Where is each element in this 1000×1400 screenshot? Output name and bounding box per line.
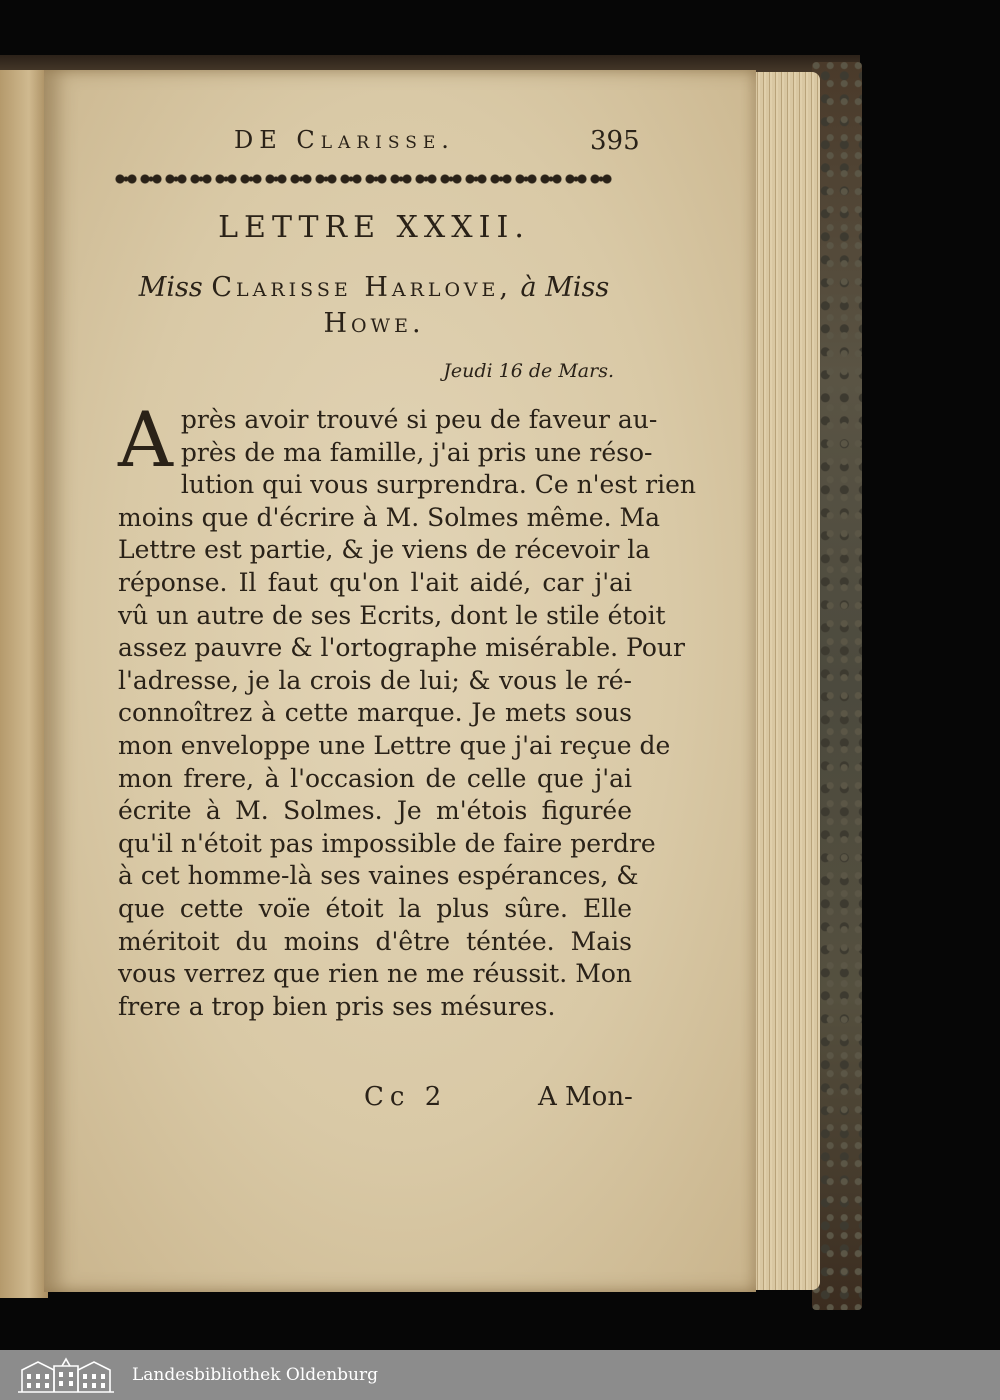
body-line: vous verrez que rien ne me réussit. Mon — [118, 959, 632, 989]
body-line: près avoir trouvé si peu de faveur au- — [180, 405, 658, 434]
body-line: qu'il n'étoit pas impossible de faire perdre — [118, 828, 656, 858]
addressee-title-1: Miss — [138, 272, 203, 303]
body-line: mon enveloppe une Lettre que j'ai reçue de — [118, 730, 671, 760]
body-line: méritoit du moins d'être téntée. Mais — [118, 926, 632, 956]
signature-mark: Cc 2 — [364, 1082, 448, 1112]
institution-name[interactable]: Landesbibliothek Oldenburg — [132, 1365, 379, 1385]
letter-body — [118, 395, 697, 1023]
running-head-prefix: DE — [234, 126, 283, 154]
body-line: écrite à M. Solmes. Je m'étois figurée — [118, 796, 632, 826]
dateline: Jeudi 16 de Mars. — [443, 360, 614, 382]
body-line: assez pauvre & l'ortographe misérable. Pour — [118, 633, 685, 663]
page-edges — [748, 72, 820, 1290]
addressee-line-2: Howe. — [323, 308, 425, 339]
body-line: frere a trop bien pris ses mésures. — [118, 991, 556, 1021]
body-line: Lettre est partie, & je viens de récevoir la — [118, 535, 651, 565]
addressee-line-1 — [114, 270, 634, 306]
drop-cap: A — [118, 395, 173, 484]
body-line: connoîtrez à cette marque. Je mets sous — [118, 698, 632, 728]
library-building-logo-icon[interactable] — [14, 1356, 118, 1394]
addressee-title-2: à Miss — [520, 272, 610, 303]
body-line: moins que d'écrire à M. Solmes même. Ma — [118, 502, 660, 532]
body-line: réponse. Il faut qu'on l'ait aidé, car j'ai — [118, 567, 632, 597]
running-head-title: Clarisse. — [296, 126, 455, 154]
footer-bar — [0, 1350, 1000, 1400]
body-line: lution qui vous surprendra. Ce n'est rien — [180, 470, 697, 500]
book-page — [44, 70, 756, 1292]
page-number: 395 — [590, 126, 640, 156]
addressee — [114, 270, 634, 342]
decorative-ornament-row — [114, 170, 634, 194]
catchword: A Mon- — [538, 1082, 633, 1112]
body-line: que cette voïe étoit la plus sûre. Elle — [118, 893, 632, 923]
body-line: l'adresse, je la crois de lui; & vous le ré- — [118, 665, 632, 695]
body-line: près de ma famille, j'ai pris une réso- — [180, 437, 653, 467]
body-line: vû un autre de ses Ecrits, dont le stile étoit — [118, 600, 666, 630]
body-line: mon frere, à l'occasion de celle que j'ai — [118, 763, 632, 793]
facing-page — [0, 70, 48, 1298]
letter-heading: LETTRE XXXII. — [218, 210, 530, 245]
body-line: à cet homme-là ses vaines espérances, & — [118, 861, 639, 891]
addressee-sender: Clarisse Harlove, — [211, 272, 512, 303]
